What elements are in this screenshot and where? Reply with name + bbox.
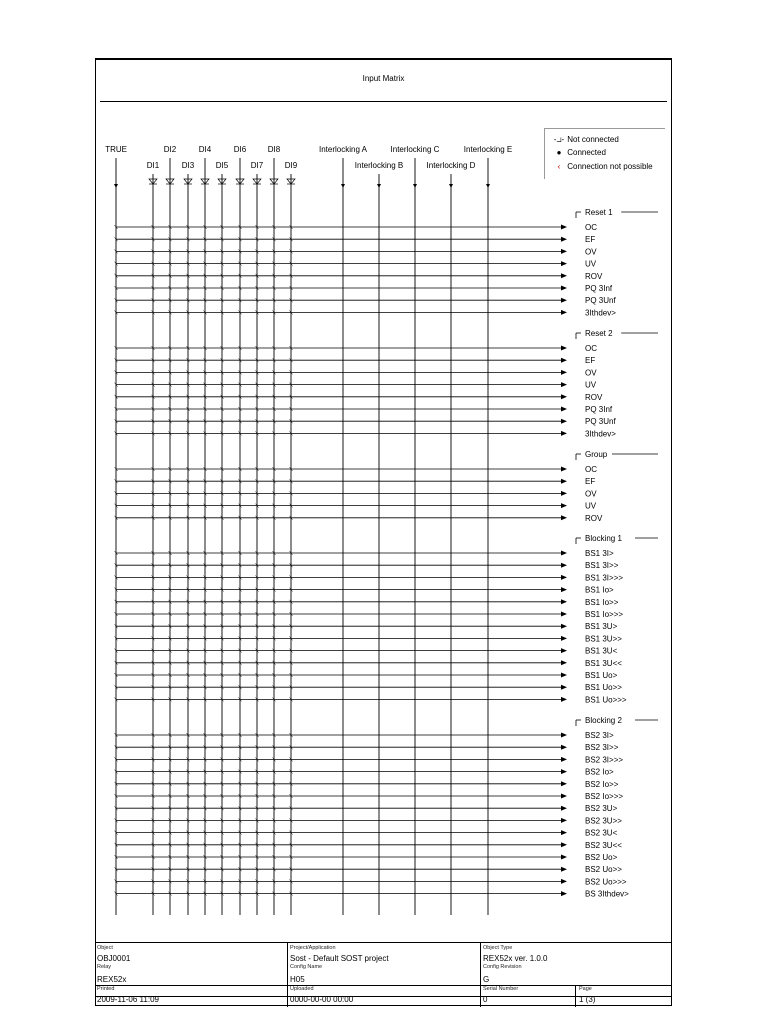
output-label: BS1 3I>> (585, 561, 619, 571)
row-arrow-icon (561, 491, 567, 496)
output-label: ROV (585, 392, 603, 402)
output-label: BS1 3U>> (585, 634, 622, 644)
row-arrow-icon (561, 394, 567, 399)
column-input-icon (377, 184, 381, 188)
page-title: Input Matrix (362, 74, 405, 83)
row-arrow-icon (561, 648, 567, 653)
output-label: EF (585, 235, 596, 245)
row-arrow-icon (561, 599, 567, 604)
object-type-value: REX52x ver. 1.0.0 (483, 954, 548, 963)
row-arrow-icon (561, 842, 567, 847)
printed-value: 2009-11-06 11:09 (97, 995, 159, 1004)
row-arrow-icon (561, 515, 567, 520)
footer-divider (480, 943, 481, 1007)
legend-not-connected (553, 134, 619, 146)
output-label: 3Ithdev> (585, 429, 616, 439)
output-label: BS2 Io>> (585, 779, 619, 789)
object-value: OBJ0001 (97, 954, 131, 963)
output-label: OC (585, 344, 597, 353)
legend-not-connected-label: Not connected (567, 135, 619, 144)
output-label: BS1 3U< (585, 646, 618, 656)
row-arrow-icon (561, 612, 567, 617)
output-label: BS2 3U> (585, 804, 618, 814)
output-label: UV (585, 501, 597, 511)
row-arrow-icon (561, 358, 567, 363)
column-input-icon (413, 184, 417, 188)
output-label: BS2 Uo> (585, 853, 618, 862)
output-label: BS1 Io> (585, 585, 614, 595)
output-label: ROV (585, 513, 603, 523)
row-arrow-icon (561, 781, 567, 786)
group-header-group: Group (585, 450, 608, 459)
row-arrow-icon (561, 575, 567, 580)
row-arrow-icon (561, 697, 567, 702)
row-arrow-icon (561, 419, 567, 424)
output-label: EF (585, 356, 596, 366)
page-value: 1 (3) (579, 995, 596, 1004)
output-label: UV (585, 380, 597, 390)
legend (544, 128, 665, 179)
output-label: OV (585, 489, 597, 499)
row-arrow-icon (561, 685, 567, 690)
output-label: BS2 Uo>>> (585, 877, 627, 887)
row-arrow-icon (561, 563, 567, 568)
printed-label: Printed (97, 986, 115, 992)
output-label: OV (585, 368, 597, 378)
column-label: Interlocking A (318, 145, 368, 154)
page-label: Page (579, 986, 592, 992)
row-arrow-icon (561, 261, 567, 266)
row-arrow-icon (561, 818, 567, 823)
output-label: BS2 Io> (585, 767, 614, 777)
column-input-icon (341, 184, 345, 188)
project-label: Project/Application (290, 945, 336, 951)
output-label: UV (585, 259, 597, 269)
output-label: BS1 Uo>> (585, 683, 622, 693)
output-label: BS1 3U<< (585, 658, 622, 668)
config-revision-value: G (483, 975, 490, 984)
column-label: Interlocking E (463, 145, 513, 154)
output-label: BS2 3I> (585, 731, 614, 740)
output-label: OC (585, 223, 597, 232)
output-label: PQ 3Unf (585, 296, 616, 306)
serial-number-value: 0 (483, 995, 488, 1004)
row-arrow-icon (561, 249, 567, 254)
output-label: BS1 Io>>> (585, 610, 624, 619)
column-input-icon (486, 184, 490, 188)
legend-not-possible (553, 162, 653, 171)
row-arrow-icon (561, 479, 567, 484)
output-label: PQ 3Inf (585, 405, 613, 414)
object-type-label: Object Type (483, 945, 513, 951)
column-label: DI2 (163, 145, 177, 154)
row-arrow-icon (561, 298, 567, 303)
output-label: BS1 3U> (585, 622, 618, 632)
row-arrow-icon (561, 733, 567, 738)
row-arrow-icon (561, 237, 567, 242)
row-arrow-icon (561, 660, 567, 665)
group-header-blocking-1: Blocking 1 (585, 534, 622, 543)
output-label: OV (585, 247, 597, 257)
column-label: Interlocking B (354, 161, 404, 170)
column-label: TRUE (105, 145, 127, 154)
column-label: DI8 (267, 145, 281, 154)
serial-number-label: Serial Number (483, 986, 519, 992)
row-arrow-icon (561, 636, 567, 641)
group-header-reset-2: Reset 2 (585, 329, 613, 338)
row-arrow-icon (561, 310, 567, 315)
output-label: BS2 Uo>> (585, 865, 622, 875)
row-arrow-icon (561, 867, 567, 872)
column-label: DI7 (250, 161, 264, 170)
object-label: Object (97, 945, 113, 951)
row-arrow-icon (561, 794, 567, 799)
output-label: BS2 3U<< (585, 840, 622, 850)
output-label: BS2 3U>> (585, 816, 622, 826)
row-arrow-icon (561, 757, 567, 762)
output-label: BS2 Io>>> (585, 792, 624, 801)
column-label: DI1 (146, 161, 160, 170)
row-arrow-icon (561, 407, 567, 412)
output-label: BS1 3I> (585, 549, 614, 558)
row-arrow-icon (561, 382, 567, 387)
row-arrow-icon (561, 273, 567, 278)
row-arrow-icon (561, 370, 567, 375)
output-label: BS2 3I>> (585, 743, 619, 753)
project-value: Sost - Default SOST project (290, 954, 389, 963)
column-label: DI3 (181, 161, 195, 170)
output-label: BS2 3I>>> (585, 755, 624, 765)
config-revision-label: Config Revision (483, 964, 522, 970)
legend-not-possible-label: Connection not possible (567, 162, 653, 171)
row-arrow-icon (561, 225, 567, 230)
output-label: BS 3Ithdev> (585, 889, 629, 899)
row-arrow-icon (561, 830, 567, 835)
output-label: BS1 Io>> (585, 597, 619, 607)
column-input-icon (449, 184, 453, 188)
output-label: BS1 Uo>>> (585, 695, 627, 705)
row-arrow-icon (561, 467, 567, 472)
title-block (95, 942, 672, 1006)
row-arrow-icon (561, 891, 567, 896)
row-arrow-icon (561, 551, 567, 556)
row-arrow-icon (561, 806, 567, 811)
uploaded-label: Uploaded (290, 986, 314, 992)
connected-icon: ● (556, 148, 562, 157)
output-label: PQ 3Unf (585, 417, 616, 427)
not-connected-icon: -⯾- (553, 135, 565, 144)
row-arrow-icon (561, 673, 567, 678)
column-label: DI9 (284, 161, 298, 170)
group-header-reset-1: Reset 1 (585, 208, 613, 217)
row-arrow-icon (561, 855, 567, 860)
output-label: ROV (585, 271, 603, 281)
output-label: BS2 3U< (585, 828, 618, 838)
config-name-label: Config Name (290, 964, 323, 970)
group-header-blocking-2: Blocking 2 (585, 716, 622, 725)
config-name-value: H05 (290, 975, 305, 984)
column-label: DI4 (198, 145, 212, 154)
column-label: DI5 (215, 161, 229, 170)
footer-divider (287, 943, 288, 1007)
row-arrow-icon (561, 346, 567, 351)
output-label: EF (585, 477, 596, 487)
uploaded-value: 0000-00-00 00:00 (290, 995, 354, 1004)
row-arrow-icon (561, 745, 567, 750)
output-label: BS1 Uo> (585, 671, 618, 680)
relay-value: REX52x (97, 975, 127, 984)
row-arrow-icon (561, 431, 567, 436)
relay-label: Relay (97, 964, 112, 970)
column-label: Interlocking D (426, 161, 476, 170)
row-arrow-icon (561, 286, 567, 291)
row-arrow-icon (561, 587, 567, 592)
row-arrow-icon (561, 503, 567, 508)
output-label: PQ 3Inf (585, 284, 613, 293)
row-arrow-icon (561, 769, 567, 774)
output-label: OC (585, 465, 597, 474)
legend-connected-label: Connected (567, 148, 606, 157)
row-arrow-icon (561, 624, 567, 629)
not-possible-icon: ‹ (557, 162, 561, 171)
column-label: DI6 (233, 145, 247, 154)
legend-connected (553, 148, 606, 157)
row-arrow-icon (561, 879, 567, 884)
output-label: BS1 3I>>> (585, 573, 624, 583)
column-input-icon (114, 184, 118, 188)
output-label: 3Ithdev> (585, 308, 616, 318)
column-label: Interlocking C (390, 145, 440, 154)
